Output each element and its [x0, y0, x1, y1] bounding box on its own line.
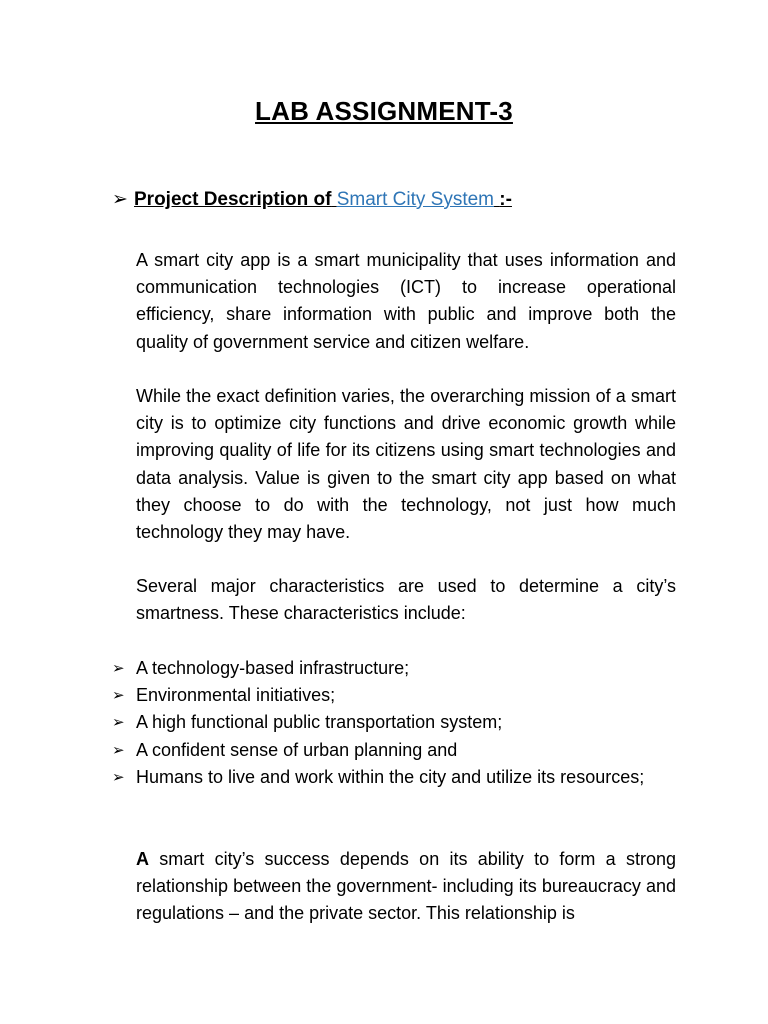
list-item-text: Environmental initiatives; [136, 685, 336, 706]
paragraph-intro: A smart city app is a smart municipality that uses information and communication technologies (ICT) to increase operational efficiency, share information with public and improve both the quality of government service and citizen welfare. [136, 250, 676, 352]
list-item [112, 682, 692, 709]
arrow-bullet-icon: ➢ [112, 741, 125, 759]
arrow-bullet-icon: ➢ [112, 714, 125, 732]
arrow-bullet-icon: ➢ [112, 768, 125, 786]
document-title: LAB ASSIGNMENT-3 [255, 96, 513, 126]
characteristics-list [112, 655, 692, 791]
section-heading [112, 188, 682, 211]
heading-prefix: Project Description of [134, 189, 332, 210]
list-item [112, 764, 692, 791]
paragraph-lead-word: A [136, 849, 149, 869]
list-item [112, 709, 692, 736]
list-item-text: A high functional public transportation system; [136, 712, 503, 733]
arrow-bullet-icon: ➢ [112, 687, 125, 705]
arrow-bullet-icon: ➢ [112, 660, 125, 677]
paragraph-mission: While the exact definition varies, the overarching mission of a smart city is to optimize city functions and drive economic growth while improving quality of life for its citizens using smart technologies and data analysis. Value is given to the smart city app based on what they choose to do with the technology, not just how much technology they may have. [136, 386, 676, 543]
list-item-text: Humans to live and work within the city and utilize its resources; [136, 766, 645, 787]
heading-suffix: :- [499, 189, 512, 210]
list-item [112, 737, 692, 764]
list-item [112, 655, 692, 682]
paragraph-success [136, 846, 676, 928]
paragraph-success-text: smart city’s success depends on its ability to form a strong relationship between the government- including its bureaucracy and regulations – and the private sector. This relationship is [136, 849, 676, 924]
arrow-bullet-icon: ➢ [112, 189, 128, 210]
list-item-text: A technology-based infrastructure; [136, 658, 410, 678]
smart-city-system-link[interactable]: Smart City System [336, 189, 495, 210]
list-item-text: A confident sense of urban planning and [136, 739, 458, 760]
paragraph-characteristics-intro: Several major characteristics are used to determine a city’s smartness. These characteristics include: [136, 576, 676, 624]
